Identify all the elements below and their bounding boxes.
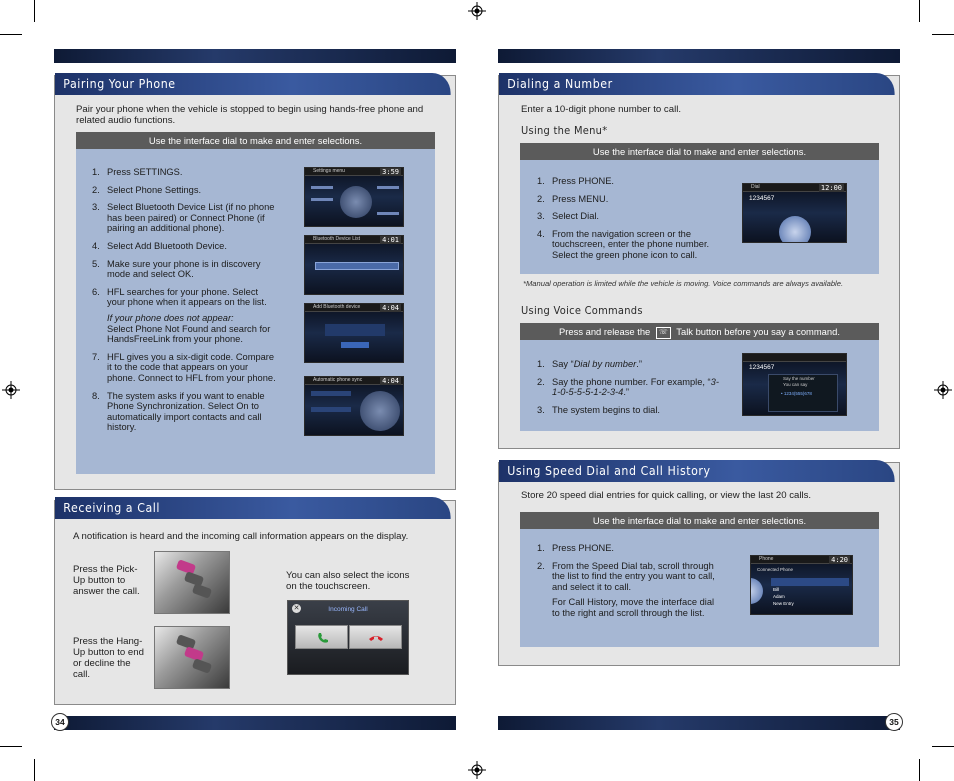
phone-sync-screen-image: Automatic phone sync 4:04 — [304, 376, 404, 436]
menu-steps — [537, 176, 727, 268]
pairing-intro: Pair your phone when the vehicle is stopped to begin using hands-free phone and related audio functions. — [76, 104, 424, 126]
crop-mark — [919, 0, 920, 22]
receiving-title: Receiving a Call — [55, 497, 451, 519]
steering-pickup-image — [154, 551, 230, 614]
crop-mark — [0, 746, 22, 747]
phone-answer-icon — [316, 631, 330, 645]
registration-mark-icon — [2, 381, 20, 399]
list-item: 6. HFL searches for your phone. Select your phone when it appears on the list. If your phone does not appear: Select Phone Not Found and search for HandsFreeLink from your phone. — [92, 287, 278, 345]
list-item: 3. The system begins to dial. — [537, 404, 660, 415]
hangup-text: Press the Hang-Up button to end or decline the call. — [73, 636, 144, 680]
pairing-title: Pairing Your Phone — [55, 73, 451, 95]
speed-steps — [537, 543, 717, 626]
voice-instruction-bar: Press and release the ☏ Talk button before you say a command. — [520, 323, 879, 340]
crop-mark — [34, 759, 35, 781]
list-item: 1. Press PHONE. — [537, 543, 614, 553]
phone-hangup-icon — [368, 633, 384, 643]
list-item: 4. From the navigation screen or the touchscreen, enter the phone number. Select the green phone icon to call. — [537, 228, 710, 260]
settings-screen-image: Settings menu 3:59 — [304, 167, 404, 227]
list-item: 1. Press PHONE. — [537, 176, 614, 186]
voice-steps — [537, 359, 727, 422]
header-bar-right — [498, 49, 900, 63]
list-item: 4. Select Add Bluetooth Device. — [92, 240, 227, 251]
list-item: 3. Select Dial. — [537, 211, 600, 222]
registration-mark-icon — [934, 381, 952, 399]
registration-mark-icon — [468, 2, 486, 20]
crop-mark — [34, 0, 35, 22]
decline-button[interactable] — [349, 625, 402, 649]
page-number-right: 35 — [885, 713, 903, 731]
list-item: 1. Press SETTINGS. — [92, 167, 183, 177]
footer-bar-left — [54, 716, 456, 730]
crop-mark — [932, 34, 954, 35]
speed-dial-title: Using Speed Dial and Call History — [499, 460, 895, 482]
incoming-call-screen — [287, 600, 409, 675]
list-item: 2. Press MENU. — [537, 193, 609, 204]
list-item: 7. HFL gives you a six-digit code. Compare it to the code that appears on your phone. Connect to HFL from your phone. — [92, 351, 276, 383]
add-device-screen-image: Add Bluetooth device 4:04 — [304, 303, 404, 363]
voice-heading: Using Voice Commands — [521, 304, 643, 317]
header-bar-left — [54, 49, 456, 63]
page-number-left: 34 — [51, 713, 69, 731]
registration-mark-icon — [468, 761, 486, 779]
list-item: 2. Select Phone Settings. — [92, 184, 202, 195]
speed-dial-screen-image: Phone 4:20 Connected Phone Bill Adam New Entry — [750, 555, 853, 615]
footer-bar-right — [498, 716, 900, 730]
touchscreen-text: You can also select the icons on the touchscreen. — [286, 570, 410, 592]
list-item: 3. Select Bluetooth Device List (if no phone has been paired) or Connect Phone (if pairing an additional phone). — [92, 202, 275, 234]
pairing-note: If your phone does not appear: Select Phone Not Found and search for HandsFreeLink from your phone. — [107, 312, 271, 345]
pairing-instruction-bar: Use the interface dial to make and enter selections. — [76, 132, 435, 149]
pickup-text: Press the Pick-Up button to answer the call. — [73, 564, 140, 597]
speed-instruction-bar: Use the interface dial to make and enter selections. — [520, 512, 879, 529]
crop-mark — [932, 746, 954, 747]
footnote: *Manual operation is limited while the vehicle is moving. Voice commands are always available. — [523, 279, 844, 288]
dial-screen-image: Dial 12:00 1234567 — [742, 183, 847, 243]
list-item: 2. From the Speed Dial tab, scroll through the list to find the entry you want to call, and select it to call. For Call History, move the interface dial to the right and scroll through the list. — [537, 561, 717, 619]
list-item: 8. The system asks if you want to enable Phone Synchronization. Select On to automatically import contacts and call history. — [92, 390, 265, 433]
dialing-title: Dialing a Number — [499, 73, 895, 95]
answer-button[interactable] — [295, 625, 348, 649]
pairing-steps — [92, 167, 278, 440]
receiving-intro: A notification is heard and the incoming call information appears on the display. — [73, 531, 409, 542]
incoming-call-label: Incoming Call — [328, 606, 368, 613]
voice-dial-screen-image: 1234567 Say the number You can say • 1234(555)678 — [742, 353, 847, 416]
device-list-screen-image: Bluetooth Device List 4:01 — [304, 235, 404, 295]
close-icon[interactable]: ✕ — [293, 605, 300, 612]
crop-mark — [919, 759, 920, 781]
crop-mark — [0, 34, 22, 35]
steering-hangup-image — [154, 626, 230, 689]
dialing-intro: Enter a 10-digit phone number to call. — [521, 104, 681, 115]
menu-heading: Using the Menu* — [521, 124, 608, 137]
dialing-instruction-bar: Use the interface dial to make and enter selections. — [520, 143, 879, 160]
talk-button-icon: ☏ — [656, 327, 671, 339]
list-item: 2. Say the phone number. For example, “3-1-0-5-5-5-1-2-3-4.” — [537, 376, 719, 398]
list-item: 5. Make sure your phone is in discovery mode and select OK. — [92, 258, 261, 280]
list-item: 1. Say “Dial by number.” — [537, 359, 642, 369]
speed-dial-intro: Store 20 speed dial entries for quick calling, or view the last 20 calls. — [521, 490, 812, 501]
call-history-note: For Call History, move the interface dial to the right and scroll through the list. — [552, 597, 715, 618]
